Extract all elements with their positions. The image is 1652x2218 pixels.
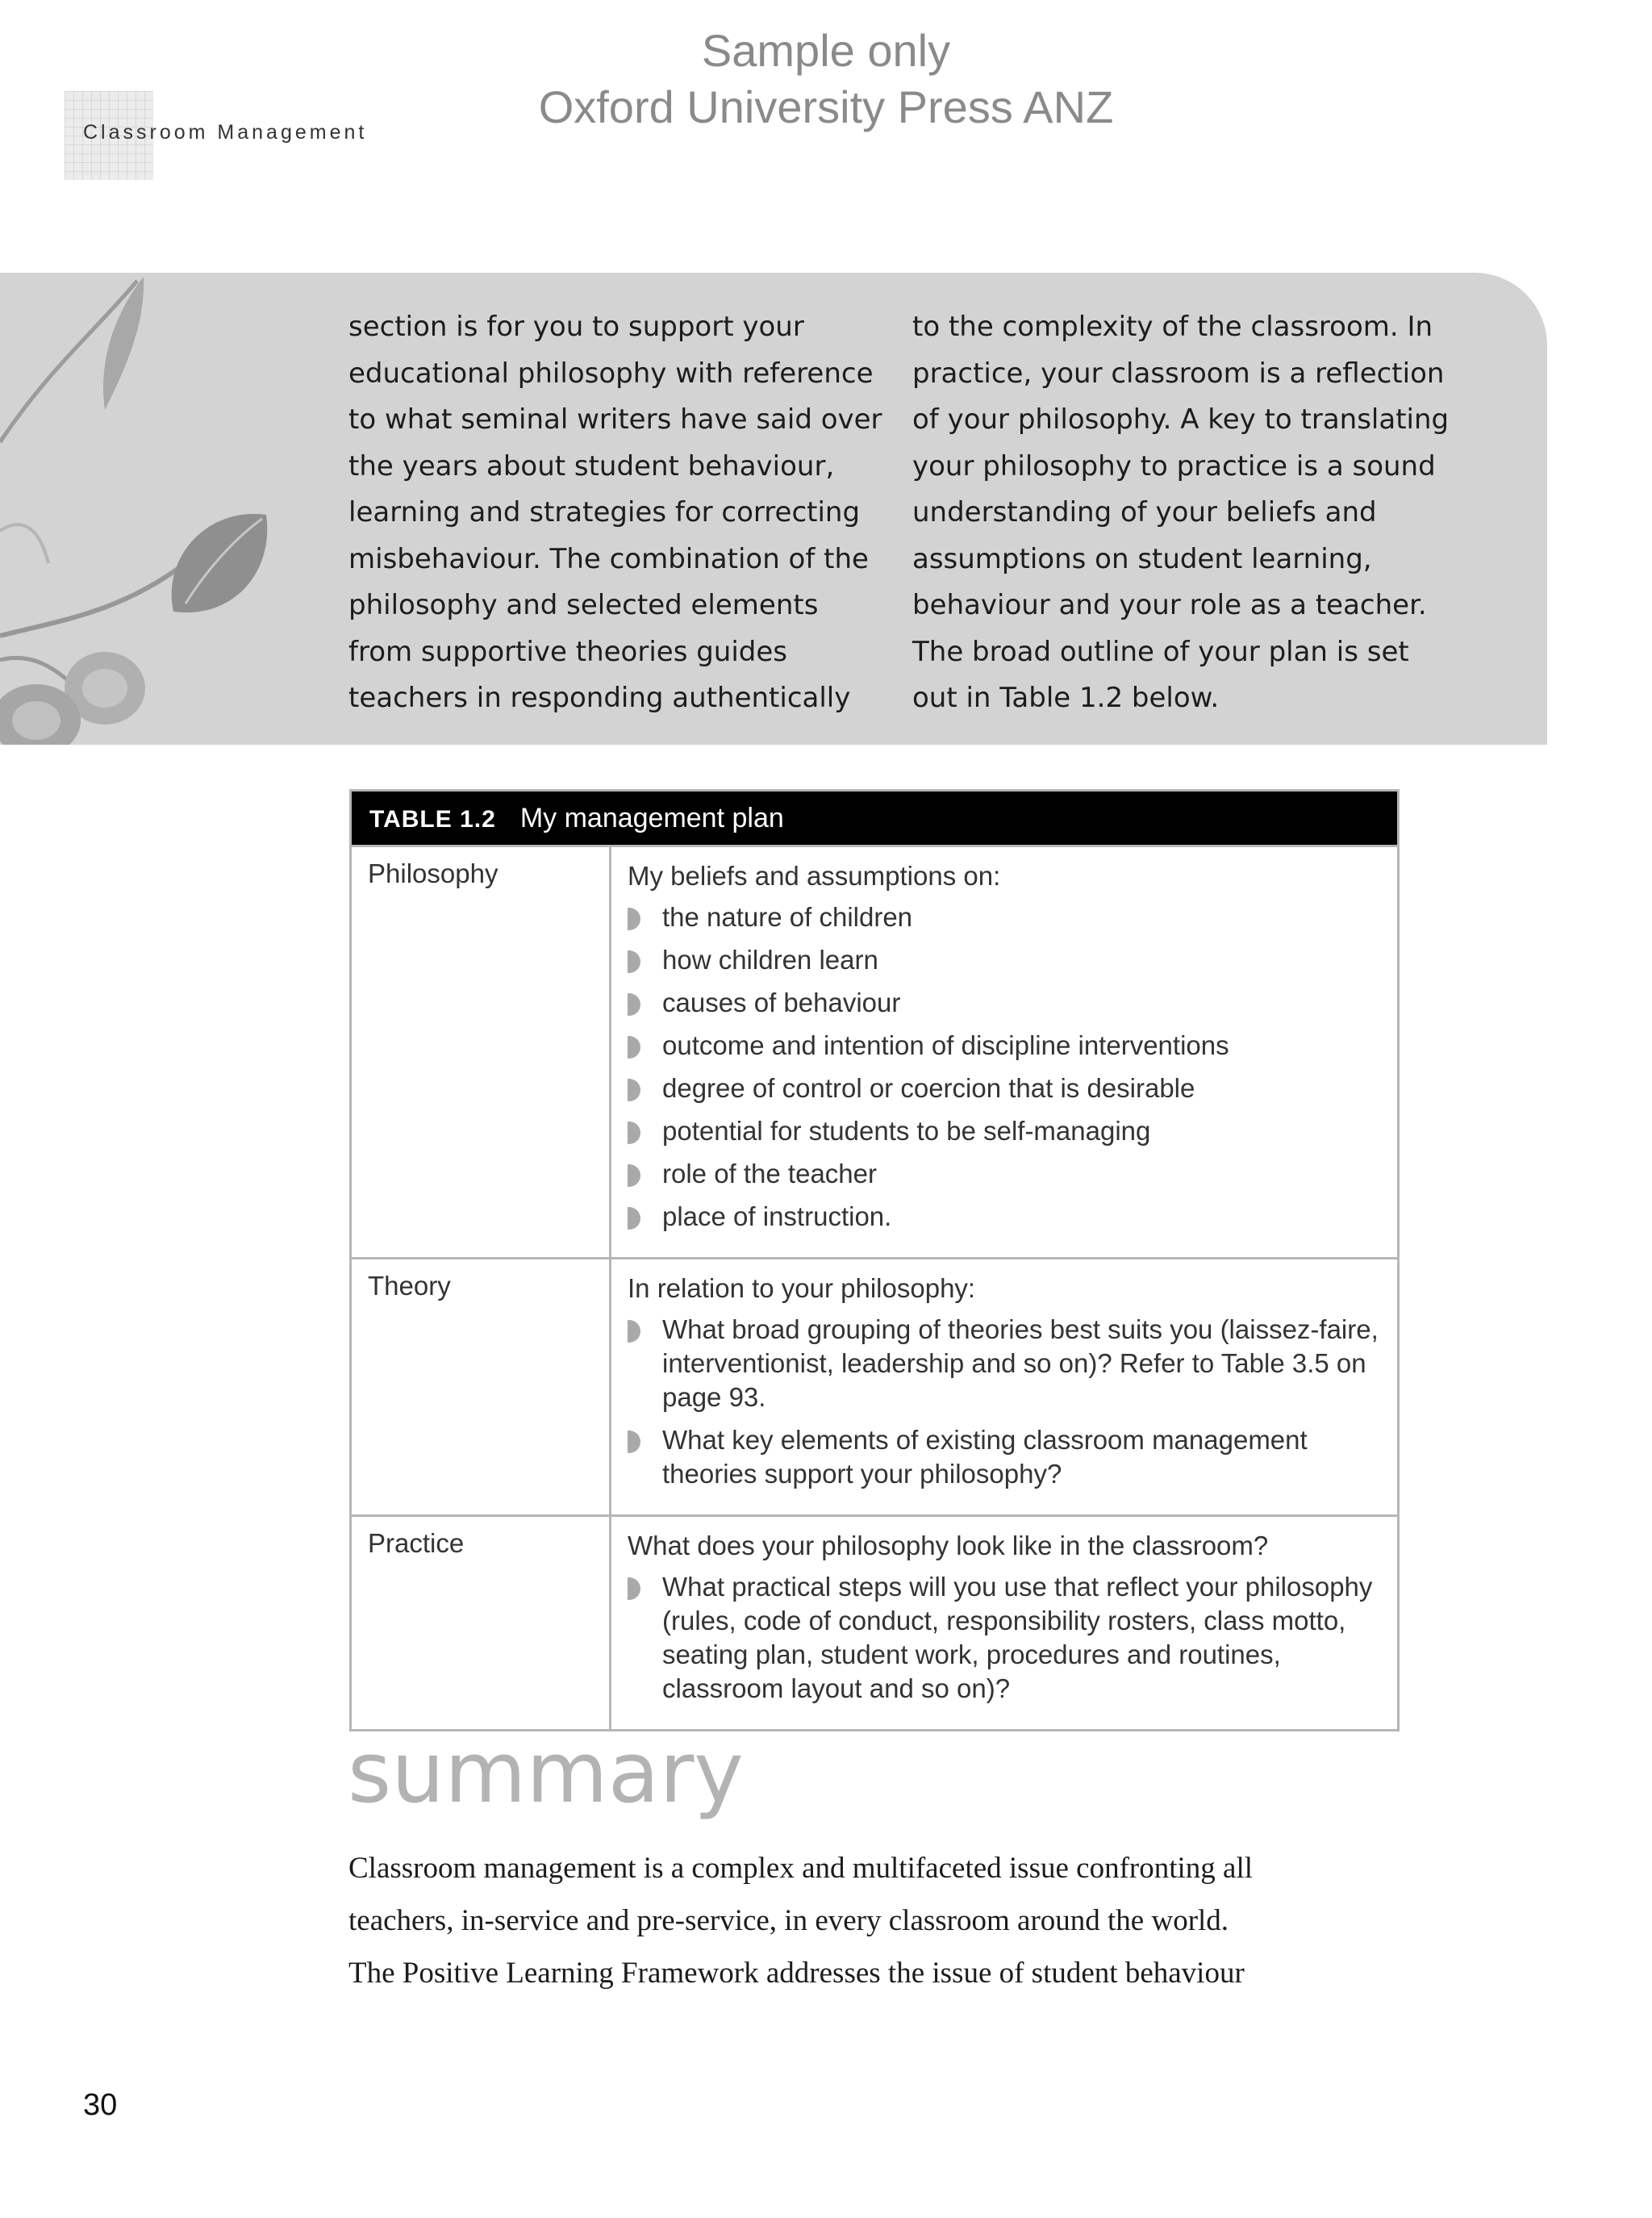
bullet-list: [628, 1313, 1381, 1491]
leaf-illustration: [0, 273, 339, 745]
running-head: Classroom Management: [83, 121, 368, 144]
half-circle-bullet-icon: [628, 950, 640, 973]
intro-left-line: teachers in responding authentically: [348, 682, 851, 714]
row-heading: Practice: [352, 1517, 611, 1729]
row-content: [611, 1259, 1397, 1514]
half-circle-bullet-icon: [628, 1079, 640, 1101]
half-circle-bullet-icon: [628, 1036, 640, 1059]
list-item: potential for students to be self-managing: [628, 1114, 1381, 1148]
intro-left-line: from supportive theories guides: [348, 635, 788, 668]
list-item: What broad grouping of theories best suits you (laissez-faire, interventionist, leadership and so on)? Refer to Table 3.5 on page 93.: [628, 1313, 1381, 1414]
list-item: causes of behaviour: [628, 986, 1381, 1020]
list-item: What practical steps will you use that reflect your philosophy (rules, code of conduct, responsibility rosters, class motto, seating plan, student work, procedures and routines, classroom layout and so on)?: [628, 1570, 1381, 1706]
intro-left-line: learning and strategies for correcting: [348, 496, 861, 528]
table-row-philosophy: [352, 845, 1397, 1257]
intro-right-line: understanding of your beliefs and: [912, 496, 1377, 528]
list-item: the nature of children: [628, 900, 1381, 934]
table-title-bar: [352, 792, 1397, 845]
list-item: how children learn: [628, 943, 1381, 977]
intro-right-line: The broad outline of your plan is set: [912, 635, 1409, 668]
row-heading: Theory: [352, 1259, 611, 1514]
summary-line: teachers, in-service and pre-service, in every classroom around the world.: [348, 1904, 1229, 1937]
summary-heading: summary: [348, 1723, 744, 1822]
half-circle-bullet-icon: [628, 1122, 640, 1144]
intro-right-line: out in Table 1.2 below.: [912, 682, 1220, 714]
intro-right-line: assumptions on student learning,: [912, 542, 1372, 575]
list-item: role of the teacher: [628, 1157, 1381, 1191]
half-circle-bullet-icon: [628, 993, 640, 1016]
list-item: degree of control or coercion that is desirable: [628, 1071, 1381, 1105]
row-intro: What does your philosophy look like in the classroom?: [628, 1531, 1269, 1560]
half-circle-bullet-icon: [628, 908, 640, 930]
intro-column-left: [348, 304, 882, 722]
row-content: [611, 1517, 1397, 1729]
management-plan-table: [349, 789, 1400, 1731]
half-circle-bullet-icon: [628, 1320, 640, 1343]
list-item: place of instruction.: [628, 1200, 1381, 1234]
half-circle-bullet-icon: [628, 1431, 640, 1453]
intro-right-line: to the complexity of the classroom. In: [912, 311, 1433, 343]
row-intro: My beliefs and assumptions on:: [628, 861, 1001, 891]
half-circle-bullet-icon: [628, 1164, 640, 1187]
page-number: 30: [83, 2088, 118, 2122]
watermark-line-1: Sample only: [701, 25, 951, 76]
intro-left-line: to what seminal writers have said over: [348, 403, 882, 436]
table-row-theory: [352, 1257, 1397, 1514]
intro-left-line: philosophy and selected elements: [348, 589, 819, 621]
intro-left-line: misbehaviour. The combination of the: [348, 542, 869, 575]
half-circle-bullet-icon: [628, 1577, 640, 1600]
list-item: outcome and intention of discipline interventions: [628, 1029, 1381, 1063]
summary-paragraph: [348, 1842, 1518, 1999]
intro-right-line: of your philosophy. A key to translating: [912, 403, 1450, 436]
row-intro: In relation to your philosophy:: [628, 1273, 976, 1303]
bullet-list: [628, 1570, 1381, 1706]
row-content: [611, 847, 1397, 1257]
intro-left-line: the years about student behaviour,: [348, 449, 835, 482]
watermark-line-2: Oxford University Press ANZ: [538, 81, 1114, 132]
summary-line: Classroom management is a complex and multifaceted issue confronting all: [348, 1852, 1254, 1885]
summary-line: The Positive Learning Framework addresses the issue of student behaviour: [348, 1957, 1245, 1990]
half-circle-bullet-icon: [628, 1207, 640, 1230]
bullet-list: [628, 900, 1381, 1234]
intro-left-line: educational philosophy with reference: [348, 357, 874, 390]
intro-right-line: your philosophy to practice is a sound: [912, 449, 1436, 482]
intro-left-line: section is for you to support your: [348, 311, 804, 343]
table-title: My management plan: [519, 803, 784, 833]
table-row-practice: [352, 1514, 1397, 1729]
intro-column-right: [912, 304, 1450, 722]
list-item: What key elements of existing classroom management theories support your philosophy?: [628, 1423, 1381, 1491]
intro-right-line: behaviour and your role as a teacher.: [912, 589, 1427, 621]
table-number: TABLE 1.2: [369, 806, 496, 833]
intro-right-line: practice, your classroom is a reflection: [912, 357, 1445, 390]
row-heading: Philosophy: [352, 847, 611, 1257]
